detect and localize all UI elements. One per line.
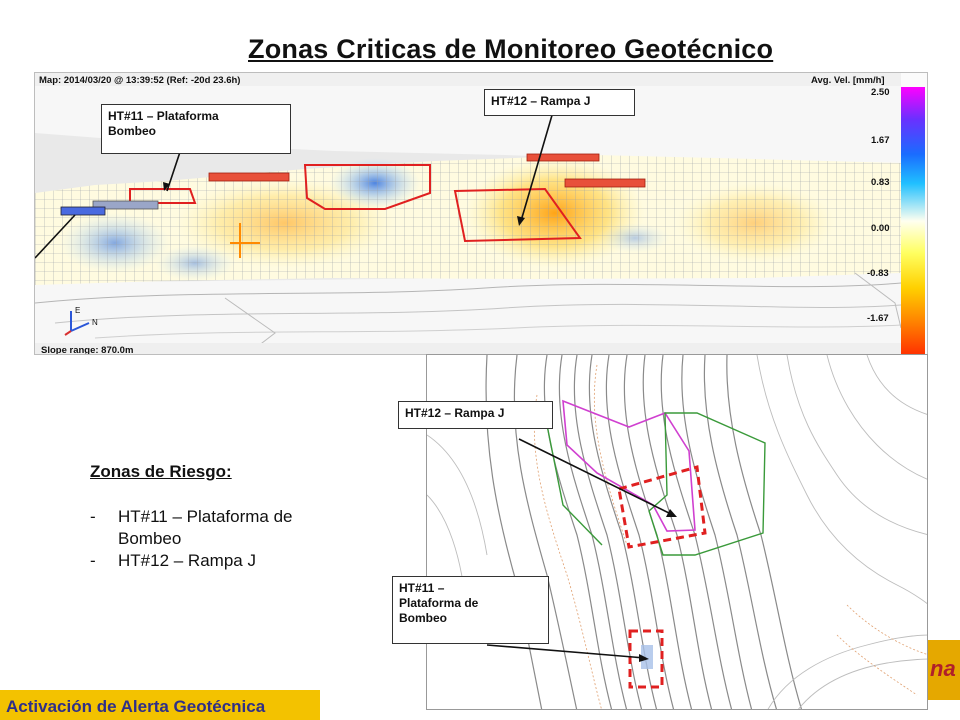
footer-text: Activación de Alerta Geotécnica xyxy=(6,697,266,716)
callout-ht11-top-line2: Bombeo xyxy=(108,124,156,138)
right-margin xyxy=(928,355,960,640)
risk-zones-title: Zonas de Riesgo: xyxy=(90,462,232,481)
scale-label-1: 1.67 xyxy=(871,135,890,146)
callout-ht12-bottom: HT#12 – Rampa J xyxy=(398,401,553,429)
risk-zones-panel xyxy=(90,462,410,572)
callout-ht11-top-line1: HT#11 – Plataforma xyxy=(108,109,219,123)
radar-header-right: Avg. Vel. [mm/h] xyxy=(811,75,885,86)
callout-ht11-top xyxy=(101,104,291,154)
callout-ht11-bottom xyxy=(392,576,549,644)
risk-zone-item: - HT#12 – Rampa J xyxy=(90,550,378,572)
callout-ht11-bottom-line1: HT#11 – xyxy=(399,581,445,595)
slide-title: Zonas Criticas de Monitoreo Geotécnico xyxy=(248,34,774,64)
risk-zone-item: - HT#11 – Plataforma de Bombeo xyxy=(90,506,298,550)
company-logo: na xyxy=(930,656,956,681)
risk-zones-list xyxy=(90,506,410,572)
radar-header-left: Map: 2014/03/20 @ 13:39:52 (Ref: -20d 23.6h) xyxy=(39,75,241,86)
scale-label-4: -0.83 xyxy=(867,268,889,279)
callout-ht11-bottom-line2: Plataforma de xyxy=(399,596,479,610)
callout-ht12-top: HT#12 – Rampa J xyxy=(484,89,635,116)
axis-n-label: N xyxy=(92,318,98,327)
callout-ht11-bottom-line3: Bombeo xyxy=(399,611,447,625)
slope-range-label: Slope range: 870.0m xyxy=(41,345,134,356)
scale-label-2: 0.83 xyxy=(871,177,890,188)
scale-label-5: -1.67 xyxy=(867,313,889,324)
velocity-color-scale xyxy=(901,87,925,355)
scale-label-3: 0.00 xyxy=(871,223,890,234)
axis-e-label: E xyxy=(75,306,81,315)
scale-label-0: 2.50 xyxy=(871,87,890,98)
